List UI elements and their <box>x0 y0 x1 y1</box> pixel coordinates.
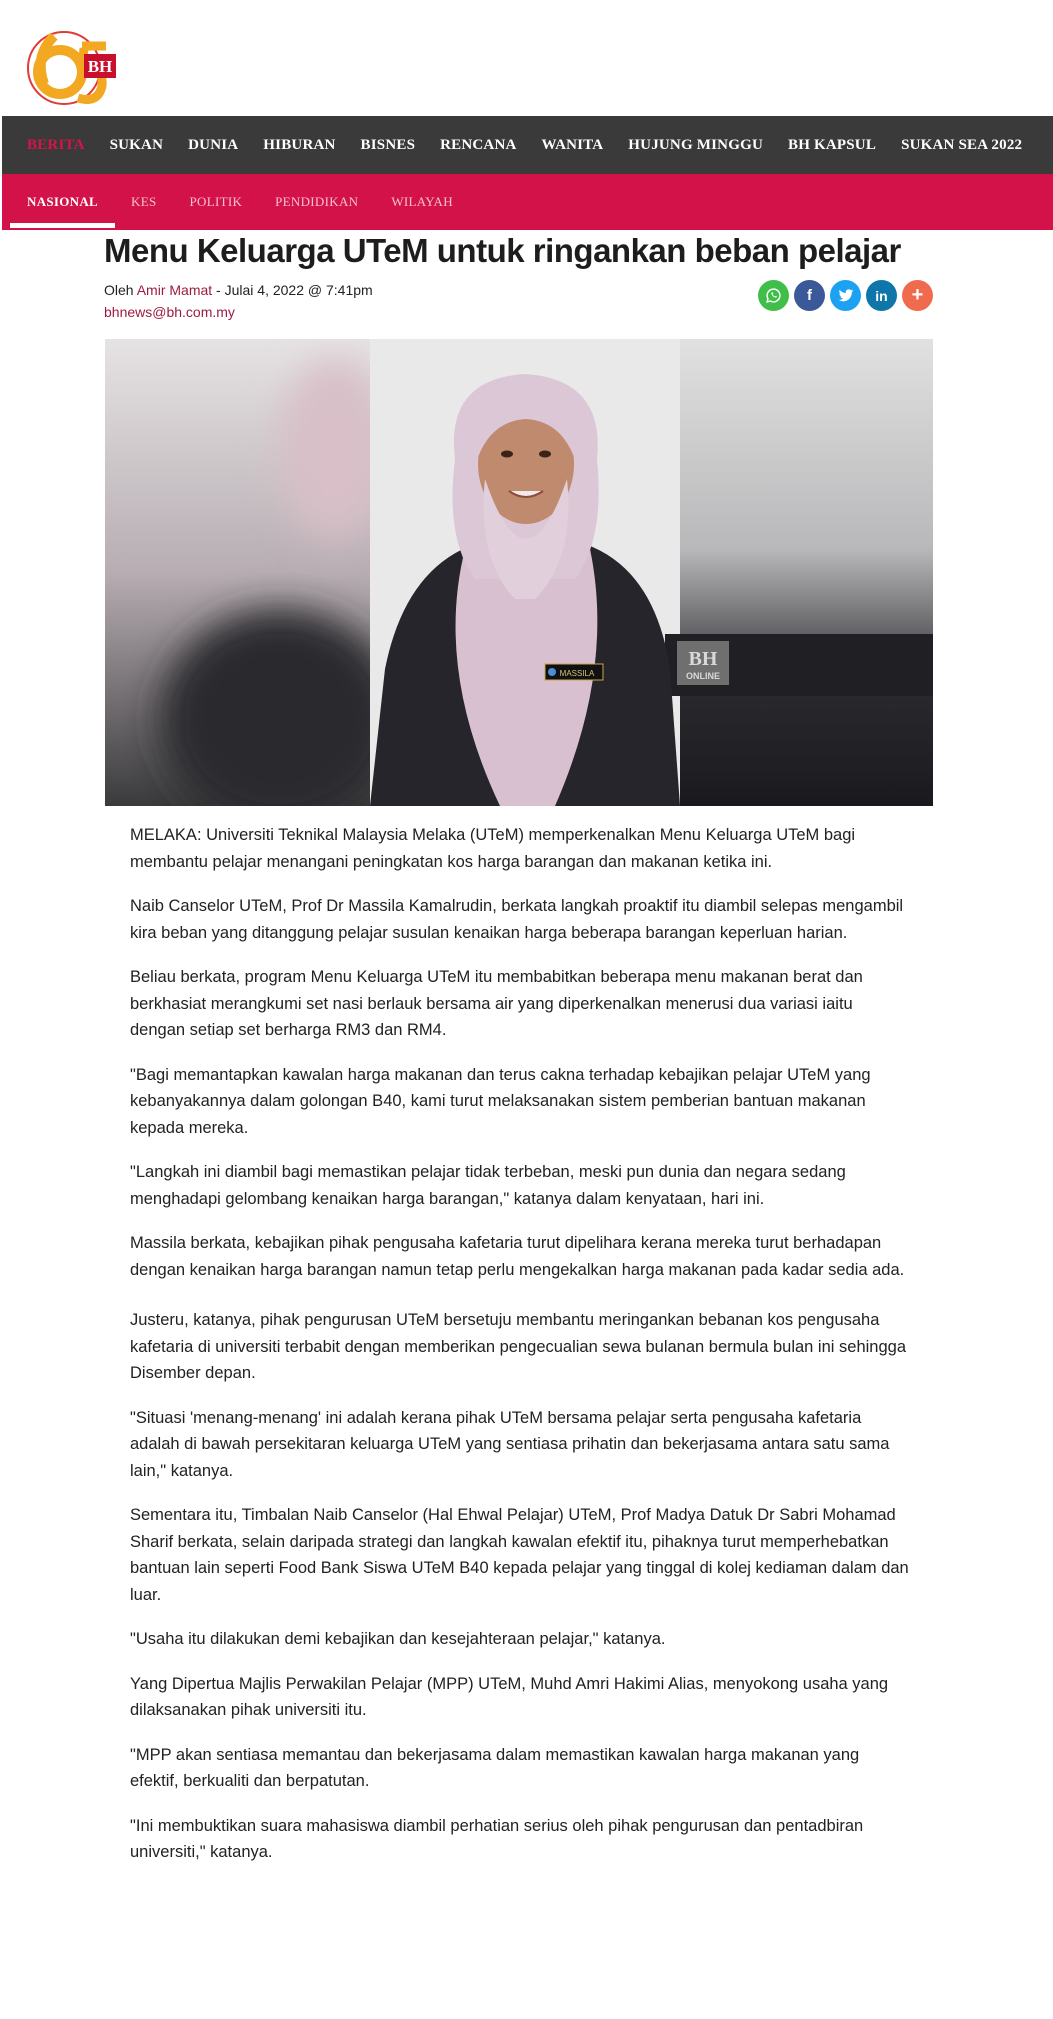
author-link[interactable]: Amir Mamat <box>136 282 213 298</box>
paragraph: Massila berkata, kebajikan pihak pengusaha kafetaria turut dipelihara kerana mereka turut berhadapan dengan kenaikan harga barangan namun tetap perlu mengekalkan harga makanan pada kadar sedia ada. <box>130 1234 905 1279</box>
paragraph: Sementara itu, Timbalan Naib Canselor (Hal Ehwal Pelajar) UTeM, Prof Madya Datuk Dr Sabri Mohamad Sharif berkata, selain daripada strategi dan langkah kawalan efektif itu, pihaknya turut memperhebatkan bantuan lain seperti Food Bank Siswa UTeM B40 kepada pelajar yang tinggal di kolej kediaman dalam dan luar. <box>130 1506 909 1604</box>
nav-item-sukan-sea-2022[interactable]: SUKAN SEA 2022 <box>901 136 1023 153</box>
share-bar <box>758 280 933 311</box>
facebook-icon[interactable]: f <box>794 280 825 311</box>
header <box>0 0 1053 116</box>
article-title: Menu Keluarga UTeM untuk ringankan beban pelajar <box>104 232 901 269</box>
twitter-icon[interactable] <box>830 280 861 311</box>
subnav-item-wilayah[interactable]: WILAYAH <box>391 194 453 209</box>
nav-item-hujung-minggu[interactable]: HUJUNG MINGGU <box>628 136 763 153</box>
byline <box>104 282 373 298</box>
nav-item-rencana[interactable]: RENCANA <box>440 136 517 153</box>
paragraph: "Situasi 'menang-menang' ini adalah kerana pihak UTeM bersama pelajar serta pengusaha kafetaria adalah di bawah persekitaran keluarga UTeM yang sentiasa prihatin dan bekerjasama antara satu sama lain," katanya. <box>130 1408 890 1480</box>
byline-prefix: Oleh <box>104 282 134 298</box>
paragraph: "Bagi memantapkan kawalan harga makanan dan terus cakna terhadap kebajikan pelajar UTeM yang kebanyakannya dalam golongan B40, kami turut melaksanakan sistem pemberian bantuan makanan kepada mereka. <box>130 1065 871 1137</box>
nav-item-berita[interactable]: BERITA <box>27 136 85 153</box>
subnav-item-kes[interactable]: KES <box>131 194 157 209</box>
paragraph: Beliau berkata, program Menu Keluarga UTeM itu membabitkan beberapa menu makanan berat dan berkhasiat merangkumi set nasi berlauk bersama air yang diperkenalkan menerusi dua variasi iaitu dengan setiap set berharga RM3 dan RM4. <box>130 968 863 1039</box>
subnav-item-nasional[interactable]: NASIONAL <box>27 174 98 230</box>
subnav-item-pendidikan[interactable]: PENDIDIKAN <box>275 194 359 209</box>
paragraph: MELAKA: Universiti Teknikal Malaysia Melaka (UTeM) memperkenalkan Menu Keluarga UTeM bagi membantu pelajar menangani peningkatan kos harga barangan dan makanan ketika ini. <box>130 826 856 871</box>
watermark-top: BH <box>688 648 718 670</box>
publish-date: - Julai 4, 2022 @ 7:41pm <box>212 282 373 298</box>
sub-nav <box>2 174 1053 230</box>
paragraph: Yang Dipertua Majlis Perwakilan Pelajar (MPP) UTeM, Muhd Amri Hakimi Alias, menyokong usaha yang dilaksanakan pihak universiti itu. <box>130 1674 889 1719</box>
article-body <box>130 822 910 1884</box>
whatsapp-icon[interactable] <box>758 280 789 311</box>
subnav-item-politik[interactable]: POLITIK <box>189 194 243 209</box>
nav-item-bisnes[interactable]: BISNES <box>360 136 416 153</box>
paragraph: "Langkah ini diambil bagi memastikan pelajar tidak terbeban, meski pun dunia dan negara sedang menghadapi gelombang kenaikan harga barangan," katanya dalam kenyataan, hari ini. <box>130 1163 846 1208</box>
author-email-link[interactable]: bhnews@bh.com.my <box>104 304 235 320</box>
paragraph: Justeru, katanya, pihak pengurusan UTeM bersetuju membantu meringankan bebanan kos pengusaha kafetaria di universiti terbabit dengan memberikan pengecualian sewa bulanan bermula bulan ini sehingga Disember depan. <box>130 1311 906 1382</box>
nav-item-hiburan[interactable]: HIBURAN <box>263 136 336 153</box>
paragraph: "Usaha itu dilakukan demi kebajikan dan kesejahteraan pelajar," katanya. <box>130 1630 666 1648</box>
paragraph: "MPP akan sentiasa memantau dan bekerjasama dalam memastikan kawalan harga makanan yang efektif, berkualiti dan berpatutan. <box>130 1745 860 1790</box>
nav-item-sukan[interactable]: SUKAN <box>109 136 164 153</box>
article-photo <box>105 339 933 806</box>
bh-online-watermark <box>677 641 729 685</box>
main-nav <box>2 116 1053 174</box>
name-tag-text: MASSILA <box>559 669 595 678</box>
logo-text: BH <box>87 57 113 76</box>
portrait-image <box>105 339 933 806</box>
nav-item-bh-kapsul[interactable]: BH KAPSUL <box>787 136 877 153</box>
plus-icon[interactable]: + <box>902 280 933 311</box>
nav-item-dunia[interactable]: DUNIA <box>188 136 239 153</box>
paragraph: "Ini membuktikan suara mahasiswa diambil perhatian serius oleh pihak pengurusan dan pentadbiran universiti," katanya. <box>130 1816 864 1861</box>
watermark-bottom: ONLINE <box>685 671 721 681</box>
bh-65-logo-icon[interactable] <box>24 26 120 106</box>
nav-item-wanita[interactable]: WANITA <box>541 136 604 153</box>
paragraph: Naib Canselor UTeM, Prof Dr Massila Kamalrudin, berkata langkah proaktif itu diambil selepas mengambil kira beban yang ditanggung pelajar susulan kenaikan harga beberapa barangan keperluan harian. <box>130 897 904 942</box>
linkedin-icon[interactable]: in <box>866 280 897 311</box>
